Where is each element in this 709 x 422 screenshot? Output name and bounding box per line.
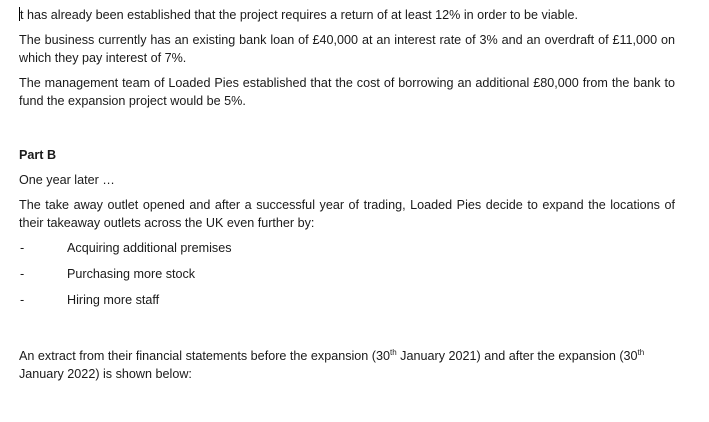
expansion-list bbox=[19, 239, 675, 317]
expansion-paragraph: The take away outlet opened and after a successful year of trading, Loaded Pies decide to expand the locations of their takeaway outlets across the UK even further by: bbox=[19, 198, 675, 230]
ordinal-suffix: th bbox=[390, 348, 397, 357]
statements-text-part1: An extract from their financial statements before the expansion (30 bbox=[19, 349, 391, 363]
list-marker: - bbox=[20, 241, 25, 255]
viability-paragraph bbox=[19, 6, 675, 24]
statements-text-part3: January 2022) is shown below: bbox=[19, 367, 192, 381]
ordinal-suffix: th bbox=[637, 348, 645, 357]
list-marker: - bbox=[20, 267, 25, 281]
viability-text: t has already been established that the project requires a return of at least 12% in order to be viable. bbox=[20, 8, 578, 22]
document-page bbox=[19, 6, 675, 383]
list-item bbox=[19, 239, 675, 265]
part-b-heading: Part B bbox=[19, 148, 57, 162]
list-item bbox=[19, 265, 675, 291]
list-item-text: Hiring more staff bbox=[67, 293, 160, 307]
one-year-later-paragraph: One year later … bbox=[19, 173, 115, 187]
financial-statements-paragraph bbox=[19, 347, 675, 383]
list-item-text: Acquiring additional premises bbox=[67, 241, 232, 255]
list-item-text: Purchasing more stock bbox=[67, 267, 196, 281]
existing-loan-paragraph: The business currently has an existing bank loan of £40,000 at an interest rate of 3% and an overdraft of £11,000 on which they pay interest of 7%. bbox=[19, 33, 675, 65]
statements-text-part2: January 2021) and after the expansion (30 bbox=[396, 349, 638, 363]
list-item bbox=[19, 291, 675, 317]
list-marker: - bbox=[20, 293, 25, 307]
borrowing-cost-paragraph: The management team of Loaded Pies established that the cost of borrowing an additional £80,000 from the bank to fund the expansion project would be 5%. bbox=[19, 76, 675, 108]
